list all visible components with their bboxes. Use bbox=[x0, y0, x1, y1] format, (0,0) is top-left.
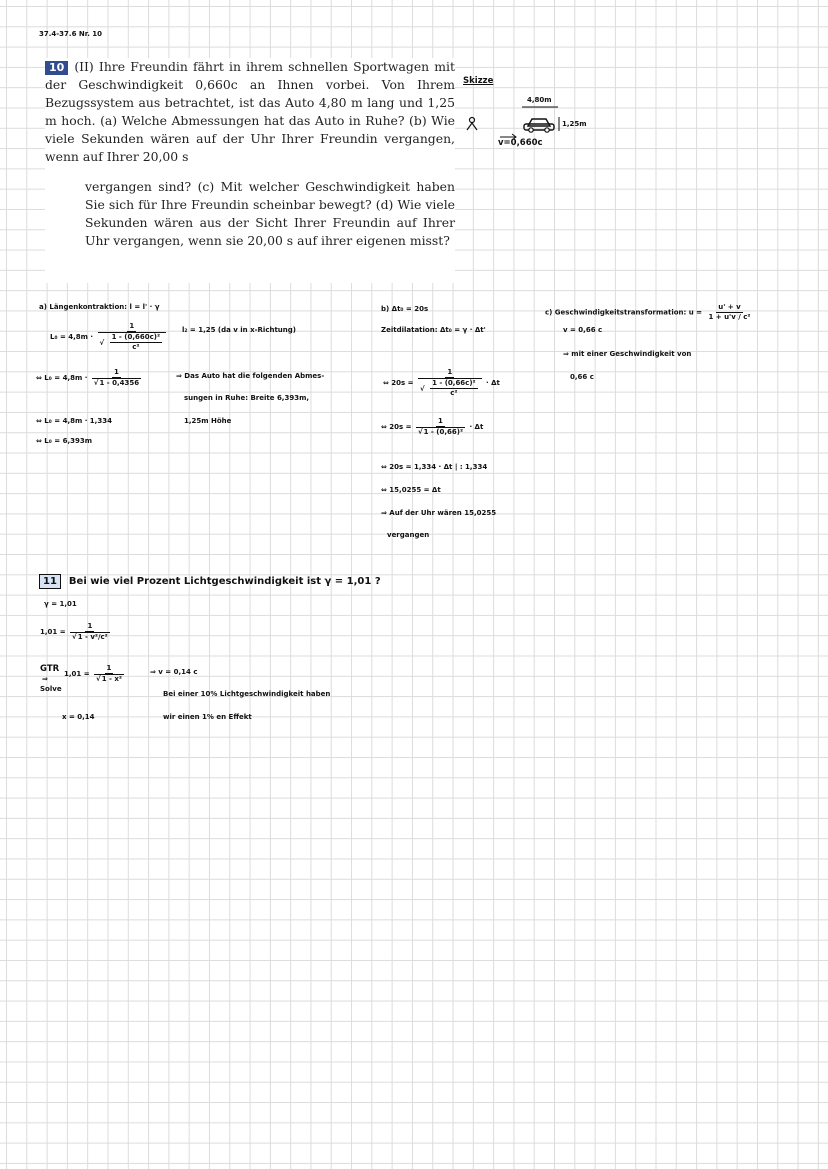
exercise-11-result: ⇒ v = 0,14 c bbox=[150, 668, 198, 676]
part-a-heading: a) Längenkontraktion: l = l' · γ bbox=[39, 303, 160, 311]
exercise-11-conclusion-1: Bei einer 10% Lichtgeschwindigkeit haben bbox=[163, 690, 331, 698]
part-a-line3: ⇔ L₀ = 4,8m · 1,334 bbox=[36, 417, 112, 425]
exercise-10-text-part1 bbox=[45, 58, 455, 166]
solve-label: Solve bbox=[40, 685, 62, 693]
part-a-height-note: l₂ = 1,25 (da v in x-Richtung) bbox=[182, 326, 296, 334]
sketch-length-label: 4,80m bbox=[527, 96, 552, 104]
part-a-line1 bbox=[50, 322, 168, 352]
fraction-numerator: 1 bbox=[129, 322, 135, 330]
gtr-arrow: ⇒ bbox=[42, 675, 48, 683]
exercise-11-line3-lhs: 1,01 = bbox=[64, 670, 90, 678]
exercise-10-text-1: Ihre Freundin fährt in ihrem schnellen Sportwagen mit der Geschwindigkeit 0,660c an Ihnen vorbei. Von Ihrem Bezugssystem aus betrachtet, ist das Auto 4,80 m lang und 1,25 m hoch. (a) Welche Abmessungen hat das Auto in Ruhe? (b) Wie viele Sekunden wären auf der Uhr Ihrer Freundin vergangen, wenn auf Ihrer 20,00 s bbox=[45, 59, 455, 164]
gtr-label: GTR bbox=[40, 664, 60, 674]
fraction-denominator: √ 1 - 0,4356 bbox=[92, 378, 141, 388]
part-b-conclusion-2: vergangen bbox=[387, 531, 430, 539]
fraction-numerator: 1 bbox=[447, 368, 453, 376]
inner-fraction-numerator: √ 1 - (0,660c)² bbox=[111, 333, 161, 341]
part-b-line2-lhs: ⇔ 20s = bbox=[381, 423, 412, 431]
part-a-conclusion-1: ⇒ Das Auto hat die folgenden Abmes- bbox=[176, 372, 325, 380]
fraction-numerator: 1 bbox=[114, 368, 119, 376]
person-body-icon bbox=[467, 123, 477, 130]
part-b-line1-rhs: · Δt bbox=[486, 379, 500, 387]
fraction-denominator: √ 1 - v²/c² bbox=[70, 632, 110, 642]
part-b-dilation-label: Zeitdilatation: Δt₀ = γ · Δt' bbox=[381, 326, 486, 334]
inner-fraction bbox=[110, 333, 162, 352]
sketch-title: Skizze bbox=[463, 76, 494, 86]
exercise-11-question bbox=[39, 574, 381, 589]
part-b-line1-lhs: ⇔ 20s = bbox=[383, 379, 414, 387]
exercise-11-line1: γ = 1,01 bbox=[44, 600, 77, 608]
person-head-icon bbox=[470, 118, 475, 123]
part-a-line2 bbox=[36, 368, 143, 388]
part-b-line1-fraction bbox=[418, 368, 482, 398]
exercise-11-line3 bbox=[64, 664, 126, 684]
part-a-line2-lhs: ⇔ L₀ = 4,8m · bbox=[36, 374, 88, 382]
exercise-11-line2-fraction bbox=[70, 622, 110, 642]
page-reference: 37.4-37.6 Nr. 10 bbox=[39, 30, 103, 38]
inner-fraction bbox=[430, 379, 478, 398]
part-c-line2: ⇒ mit einer Geschwindigkeit von bbox=[563, 350, 692, 358]
fraction-denominator: √ 1 - (0,66)² bbox=[416, 427, 465, 437]
fraction-denominator: √ 1 - x² bbox=[94, 674, 124, 684]
fraction-denominator bbox=[418, 378, 482, 398]
part-b-line3: ⇔ 20s = 1,334 · Δt | : 1,334 bbox=[381, 463, 488, 471]
part-a-conclusion-2: sungen in Ruhe: Breite 6,393m, bbox=[184, 394, 310, 402]
part-b-line4: ⇔ 15,0255 = Δt bbox=[381, 486, 441, 494]
part-b-conclusion-1: ⇒ Auf der Uhr wären 15,0255 bbox=[381, 509, 497, 517]
part-c-formula-fraction bbox=[706, 303, 752, 322]
inner-fraction-numerator: √ 1 - (0,66c)² bbox=[432, 379, 476, 387]
exercise-10-text-part2: vergangen sind? (c) Mit welcher Geschwindigkeit haben Sie sich für Ihre Freundin scheinbar bewegt? (d) Wie viele Sekunden wären aus der Sicht Ihrer Freundin auf Ihrer Uhr vergangen, wenn sie 20,00 s auf ihrer eigenen misst? bbox=[85, 179, 455, 248]
part-b-line2-rhs: · Δt bbox=[469, 423, 484, 431]
exercise-11-line2 bbox=[40, 622, 112, 642]
exercise-11-question-text: Bei wie viel Prozent Lichtgeschwindigkeit ist γ = 1,01 ? bbox=[68, 576, 381, 587]
car-wheel-icon bbox=[545, 128, 549, 132]
sketch-height-label: 1,25m bbox=[562, 120, 587, 128]
fraction-numerator: 1 bbox=[438, 417, 443, 425]
part-b-line2 bbox=[381, 417, 483, 437]
exercise-level: (II) bbox=[74, 59, 94, 74]
sketch-velocity-label: v=0,660c bbox=[498, 138, 543, 148]
exercise-11-badge: 11 bbox=[39, 574, 61, 589]
part-a-line1-lhs: L₀ = 4,8m · bbox=[50, 333, 94, 341]
part-c-line1: v = 0,66 c bbox=[563, 326, 603, 334]
part-b-line1 bbox=[383, 368, 500, 398]
part-a-conclusion-3: 1,25m Höhe bbox=[184, 417, 232, 425]
part-c-heading-text: c) Geschwindigkeitstransformation: u = bbox=[545, 308, 705, 317]
car-wheel-icon bbox=[529, 128, 533, 132]
fraction-denominator: 1 + u'v / c² bbox=[708, 313, 751, 321]
exercise-number-badge: 10 bbox=[45, 61, 68, 75]
part-a-line4: ⇔ L₀ = 6,393m bbox=[36, 437, 93, 445]
fraction-numerator: 1 bbox=[106, 664, 112, 672]
exercise-10-textbook-excerpt bbox=[45, 58, 455, 283]
part-c-heading bbox=[545, 303, 754, 322]
inner-fraction-denominator: c² bbox=[450, 389, 458, 397]
exercise-11-line3-fraction bbox=[94, 664, 124, 684]
fraction-numerator: 1 bbox=[87, 622, 93, 630]
inner-fraction-denominator: c² bbox=[132, 343, 140, 351]
part-b-line2-fraction bbox=[416, 417, 465, 437]
part-a-line2-fraction bbox=[92, 368, 141, 388]
part-c-line3: 0,66 c bbox=[570, 373, 594, 381]
exercise-11-line4: x = 0,14 bbox=[62, 713, 95, 721]
fraction-numerator: u' + v bbox=[718, 303, 741, 311]
exercise-11-line2-lhs: 1,01 = bbox=[40, 628, 66, 636]
part-a-line1-fraction bbox=[98, 322, 167, 352]
car-roof-icon bbox=[528, 119, 550, 126]
exercise-11-conclusion-2: wir einen 1% en Effekt bbox=[163, 713, 252, 721]
part-b-heading: b) Δt₀ = 20s bbox=[381, 305, 429, 313]
fraction-denominator bbox=[98, 332, 167, 352]
